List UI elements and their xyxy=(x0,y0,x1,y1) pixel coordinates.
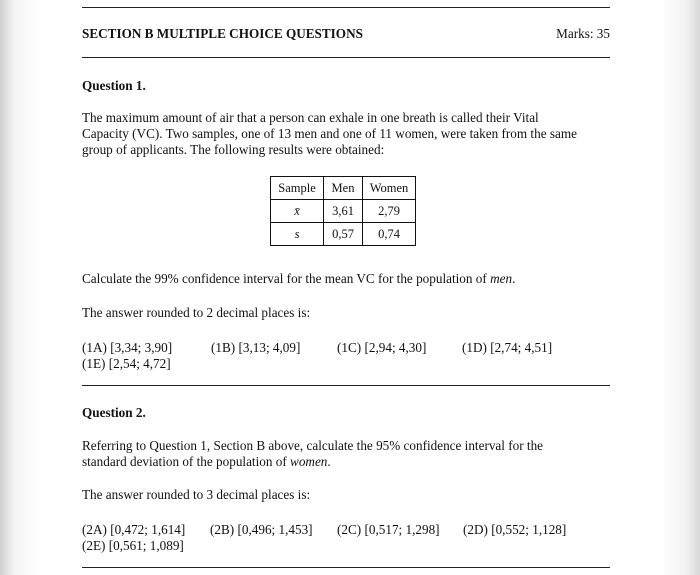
question-1-label: Question 1. xyxy=(82,78,146,93)
table-cell-symbol: x̄ xyxy=(271,200,324,223)
question-divider xyxy=(82,385,610,386)
table-cell: 3,61 xyxy=(324,200,363,223)
option-1d[interactable]: (1D) [2,74; 4,51] xyxy=(462,340,553,355)
q1-task-emphasis: men xyxy=(490,271,513,286)
top-rule xyxy=(82,7,610,8)
option-2b[interactable]: (2B) [0,496; 1,453] xyxy=(210,522,313,537)
q2-intro-emphasis: women xyxy=(290,454,328,469)
option-2e[interactable]: (2E) [0,561; 1,089] xyxy=(82,538,184,553)
q1-intro-line-1: The maximum amount of air that a person can exhale in one breath is called their Vital xyxy=(82,110,539,125)
section-marks: Marks: 35 xyxy=(556,26,610,41)
q1-task-suffix: . xyxy=(512,271,516,286)
table-cell: 2,79 xyxy=(363,200,416,223)
q2-intro-line-1: Referring to Question 1, Section B above, calculate the 95% confidence interval for the xyxy=(82,438,544,453)
option-2c[interactable]: (2C) [0,517; 1,298] xyxy=(337,522,440,537)
q1-task xyxy=(82,271,515,287)
table-row xyxy=(271,200,416,223)
table-header-cell: Men xyxy=(324,177,363,200)
option-1e[interactable]: (1E) [2,54; 4,72] xyxy=(82,356,171,371)
table-header-row xyxy=(271,177,416,200)
q2-intro-line-2 xyxy=(82,454,331,470)
q1-rounding-note: The answer rounded to 2 decimal places is: xyxy=(82,305,311,320)
q1-task-prefix: Calculate the 99% confidence interval for the mean VC for the population of xyxy=(82,271,491,286)
q1-intro-line-2: Capacity (VC). Two samples, one of 13 men and one of 11 women, were taken from the same xyxy=(82,126,577,141)
q2-rounding-note: The answer rounded to 3 decimal places is: xyxy=(82,487,311,502)
option-1c[interactable]: (1C) [2,94; 4,30] xyxy=(337,340,427,355)
section-divider xyxy=(82,57,610,58)
table-header-cell: Women xyxy=(363,177,416,200)
q2-intro-prefix: standard deviation of the population of xyxy=(82,454,291,469)
option-1a[interactable]: (1A) [3,34; 3,90] xyxy=(82,340,173,355)
question-2-label: Question 2. xyxy=(82,405,146,420)
table-cell: 0,57 xyxy=(324,223,363,246)
bottom-rule xyxy=(82,567,610,568)
table-header-cell: Sample xyxy=(271,177,324,200)
table-cell-symbol: s xyxy=(271,223,324,246)
option-1b[interactable]: (1B) [3,13; 4,09] xyxy=(211,340,301,355)
section-title: SECTION B MULTIPLE CHOICE QUESTIONS xyxy=(82,26,363,41)
results-table xyxy=(270,176,416,246)
option-2a[interactable]: (2A) [0,472; 1,614] xyxy=(82,522,186,537)
option-2d[interactable]: (2D) [0,552; 1,128] xyxy=(463,522,567,537)
table-cell: 0,74 xyxy=(363,223,416,246)
q1-intro-line-3: group of applicants. The following results were obtained: xyxy=(82,142,385,157)
q2-intro-suffix: . xyxy=(327,454,331,469)
table-row xyxy=(271,223,416,246)
